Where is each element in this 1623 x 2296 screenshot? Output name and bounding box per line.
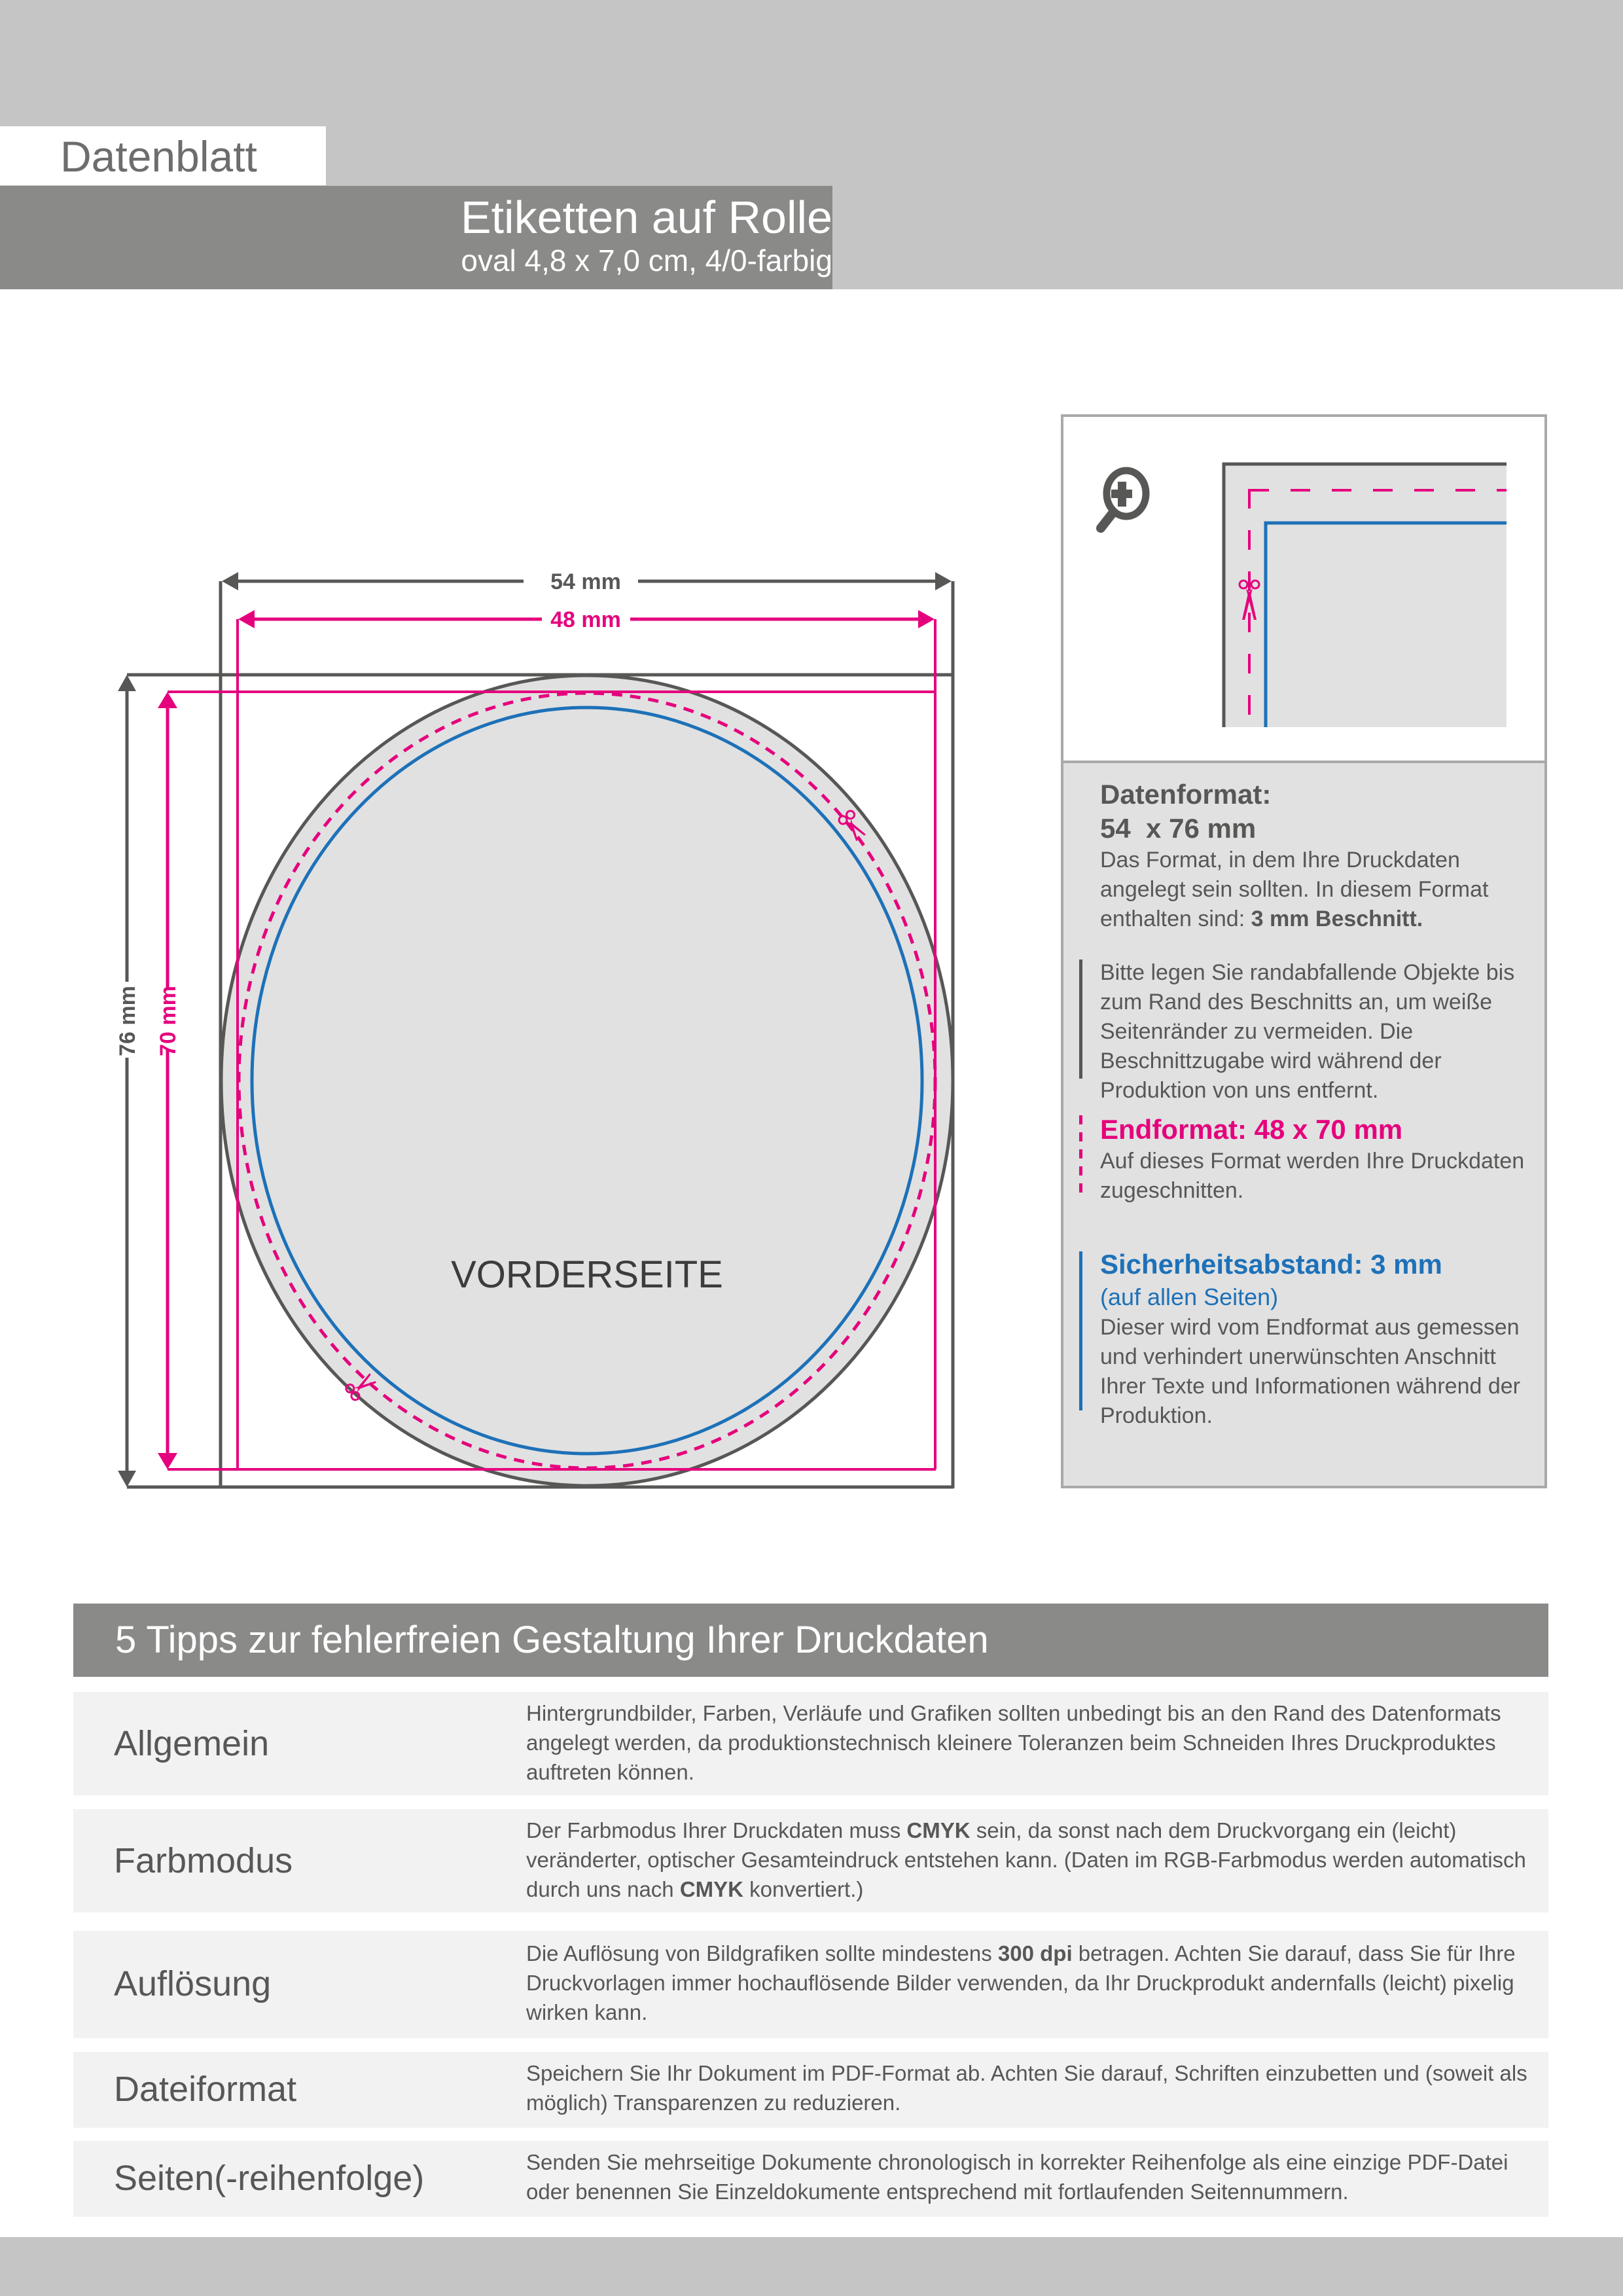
tip-text [526, 1939, 1534, 2027]
tip-row [73, 1809, 1548, 1912]
tip-text-run: betragen. Achten Sie darauf, dass Sie für Ihre Druckvorlagen immer hochauflösende Bilder verwenden, da Ihr Druckprodukt andernfalls (leicht) pixelig wirken kann. [526, 1941, 1516, 2024]
tip-row [73, 2141, 1548, 2217]
info-body [1063, 763, 1544, 1486]
tip-text-run: konvertiert.) [743, 1877, 864, 1901]
height-final-label: 70 mm [156, 986, 181, 1056]
doc-type-label: Datenblatt [60, 132, 257, 181]
tip-text-run: Der Farbmodus Ihrer Druckdaten muss [526, 1818, 907, 1842]
zoom-in-icon [1101, 471, 1146, 528]
tip-label: Farbmodus [114, 1841, 293, 1880]
zoom-detail [1063, 417, 1544, 761]
page-subtitle: oval 4,8 x 7,0 cm, 4/0-farbig [461, 243, 832, 278]
tip-text [526, 2058, 1534, 2117]
endformat-text: Auf dieses Format werden Ihre Druckdaten zugeschnitten. [1100, 1149, 1525, 1203]
safety-subheading: (auf allen Seiten) [1100, 1283, 1279, 1310]
endformat-bar [1079, 1115, 1082, 1196]
endformat-heading: Endformat: 48 x 70 mm [1100, 1114, 1403, 1145]
footer-band [0, 2237, 1623, 2296]
bleed-text: Bitte legen Sie randabfallende Objekte bis zum Rand des Beschnitts an, um weiße Seitenränder zu vermeiden. Die Beschnittzugabe wird während der Produktion von uns entfernt. [1100, 960, 1515, 1103]
datenformat-section [1100, 778, 1539, 934]
height-total-label: 76 mm [115, 986, 140, 1056]
safety-heading: Sicherheitsabstand: 3 mm [1100, 1249, 1442, 1280]
tip-text [526, 1816, 1534, 1904]
tip-label: Seiten(-reihenfolge) [114, 2159, 425, 2198]
datenformat-bleed-note: 3 mm Beschnitt. [1251, 906, 1423, 931]
tip-label: Auflösung [114, 1964, 272, 2003]
datenformat-description: Das Format, in dem Ihre Druckdaten angelegt sein sollten. In diesem Format enthalten sind: [1100, 848, 1489, 931]
tip-text-run: Die Auflösung von Bildgrafiken sollte mindestens [526, 1941, 998, 1965]
dimension-height-total [118, 675, 136, 1487]
tip-text-run: Senden Sie mehrseitige Dokumente chronologisch in korrekter Reihenfolge als eine einzige PDF-Datei oder benennen Sie Einzeldokumente entsprechend mit fortlaufenden Seitennummern. [526, 2150, 1508, 2204]
format-diagram [0, 550, 1021, 1518]
side-label: VORDERSEITE [451, 1253, 723, 1296]
dimension-height-final [158, 692, 177, 1469]
tip-text-bold: CMYK [679, 1877, 743, 1901]
corner-detail-illustration [1063, 417, 1544, 761]
tips-title: 5 Tipps zur fehlerfreien Gestaltung Ihrer Druckdaten [115, 1619, 989, 1661]
tip-text-bold: 300 dpi [997, 1941, 1073, 1965]
width-final-label: 48 mm [550, 607, 621, 632]
tip-text-run: Speichern Sie Ihr Dokument im PDF-Format ab. Achten Sie darauf, Schriften einzubetten und (soweit als möglich) Transparenzen zu reduzieren. [526, 2061, 1527, 2115]
tip-row [73, 1931, 1548, 2038]
endformat-section [1100, 1113, 1539, 1206]
safety-section [1100, 1247, 1539, 1431]
bleed-bar [1079, 960, 1082, 1079]
tip-text-run: sein, da sonst nach dem Druckvorgang ein (leicht) veränderter, optischer Gesamteindruck entstehen kann. (Daten im RGB-Farbmodus werden automatisch durch uns nach [526, 1818, 1526, 1901]
tip-text-run: Hintergrundbilder, Farben, Verläufe und Grafiken sollten unbedingt bis an den Rand des Datenformats angelegt werden, da produktionstechnisch kleinere Toleranzen beim Schneiden Ihres Druckproduktes auftreten können. [526, 1701, 1501, 1784]
tip-label: Dateiformat [114, 2070, 297, 2109]
tip-row [73, 1692, 1548, 1795]
info-panel [1061, 414, 1547, 1488]
tip-label: Allgemein [114, 1724, 270, 1763]
tip-text-bold: CMYK [906, 1818, 971, 1842]
datenformat-size: 54 x 76 mm [1100, 813, 1257, 844]
safety-bar [1079, 1251, 1082, 1410]
tip-row [73, 2052, 1548, 2128]
bleed-oval [221, 675, 953, 1486]
tip-text [526, 2147, 1534, 2206]
datenformat-heading: Datenformat: [1100, 779, 1272, 810]
tip-text [526, 1698, 1534, 1787]
datenformat-text [1100, 846, 1539, 934]
safety-text: Dieser wird vom Endformat aus gemessen und verhindert unerwünschten Anschnitt Ihrer Texte und Informationen während der Produktion. [1100, 1315, 1520, 1428]
page-title: Etiketten auf Rolle [460, 192, 832, 243]
width-total-label: 54 mm [550, 569, 621, 594]
